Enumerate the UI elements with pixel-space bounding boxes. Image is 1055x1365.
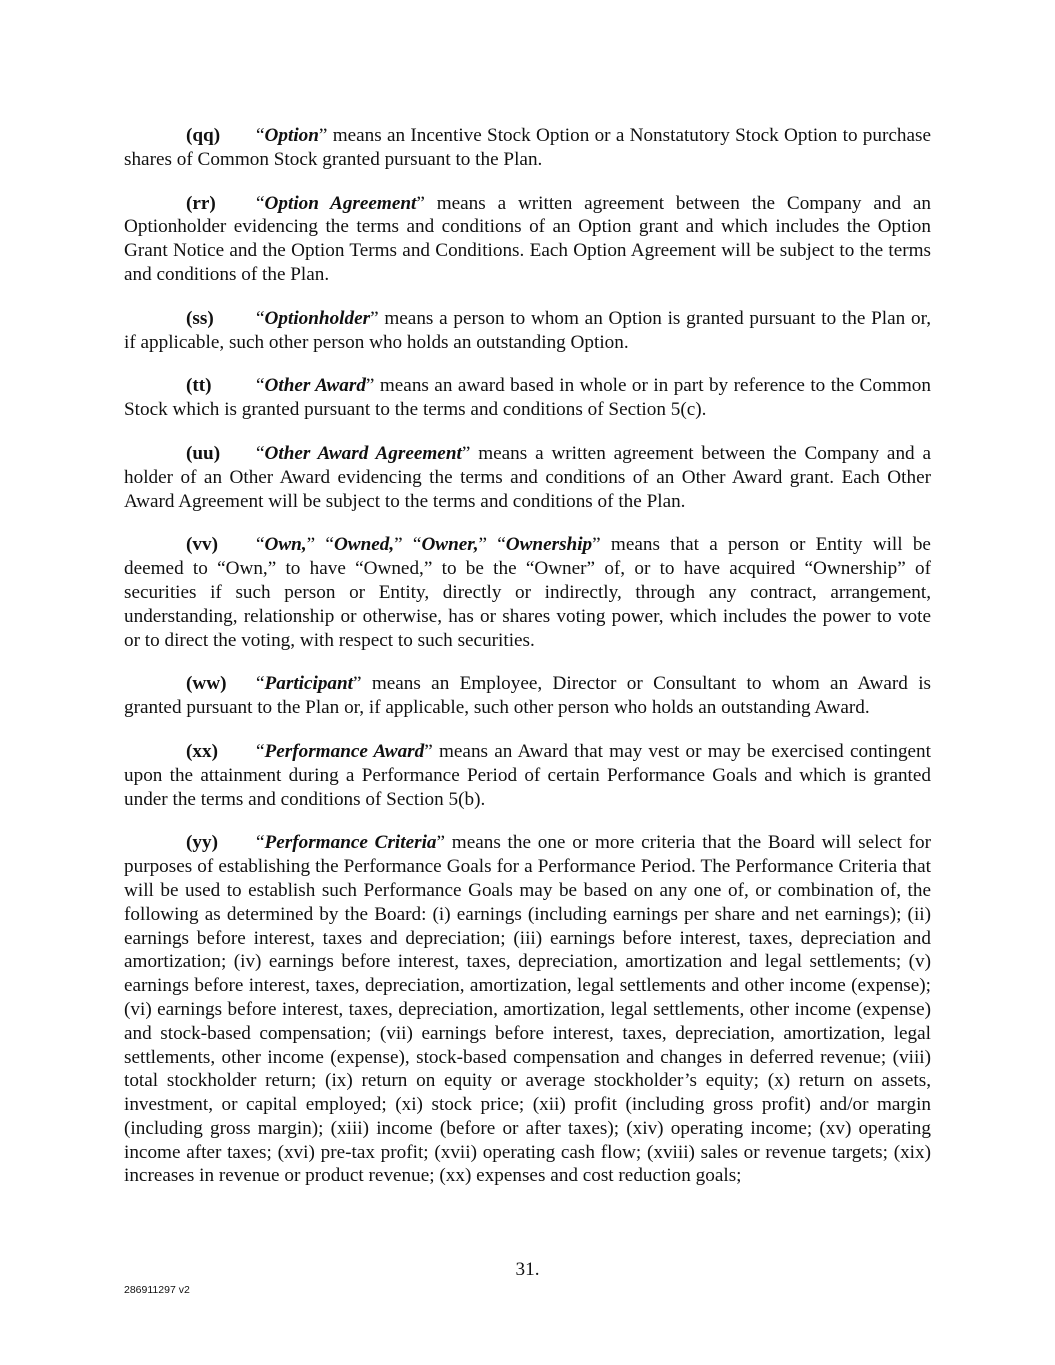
section-label: (tt)	[186, 375, 212, 397]
definition-paragraph	[124, 124, 931, 172]
section-label: (ww)	[186, 673, 227, 695]
definition-text: ” means an Employee, Director or Consultant to whom an Award is granted pursuant to the Plan or, if applicable, such other person who holds an outstanding Award.	[124, 673, 931, 719]
definition-text: ” “	[478, 534, 506, 556]
defined-term: Other Award	[264, 375, 366, 397]
definition-paragraph	[124, 672, 931, 720]
section-label: (ss)	[186, 307, 214, 329]
definition-text: “	[256, 442, 265, 464]
document-body	[124, 124, 931, 1208]
definition-text: ” “	[306, 534, 334, 556]
definition-paragraph	[124, 533, 931, 652]
definition-text: “	[256, 125, 265, 146]
defined-term: Optionholder	[264, 307, 371, 329]
defined-term: Ownership	[505, 534, 593, 556]
defined-term: Owned,	[333, 534, 395, 556]
defined-term: Own,	[264, 534, 307, 556]
section-label: (vv)	[186, 534, 218, 556]
definition-text: “	[256, 740, 265, 762]
section-label: (qq)	[186, 125, 221, 146]
definition-text: ” means a written agreement between the Company and a holder of an Other Award evidencing the terms and conditions of an Other Award grant. Each Other Award Agreement will be subject to the terms and conditions of the Plan.	[124, 442, 932, 512]
definition-text: ” means the one or more criteria that the Board will select for purposes of establishing the Performance Goals for a Performance Period. The Performance Criteria that will be used to establish such Performance Goals may be based on any one of, or combination of, the following as determined by the Board: (i) earnings (including earnings per share and net earnings); (ii) earnings before interest, taxes and depreciation; (iii) earnings before interest, taxes, depreciation and amortization; (iv) earnings before interest, taxes, depreciation, amortization and legal settlements; (v) earnings before interest, taxes, depreciation, amortization, legal settlements and other income (expense); (vi) earnings before interest, taxes, depreciation, amortization, legal settlements, other income (expense) and stock-based compensation; (vii) earnings before interest, taxes, depreciation, amortization, legal settlements, other income (expense), stock-based compensation and changes in deferred revenue; (viii) total stockholder return; (ix) return on equity or average stockholder’s equity; (x) return on assets, investment, or capital employed; (xi) stock price; (xii) profit (including gross profit) and/or margin (including gross margin); (xiii) income (before or after taxes); (xiv) operating income; (xv) operating income after taxes; (xvi) pre-tax profit; (xvii) operating cash flow; (xviii) sales or revenue targets; (xix) increases in revenue or product revenue; (xx) expenses and cost reduction goals;	[124, 832, 931, 1187]
definition-paragraph	[124, 374, 931, 422]
definition-text: “	[256, 673, 265, 695]
definition-text: ” means an award based in whole or in part by reference to the Common Stock which is granted pursuant to the terms and conditions of Section 5(c).	[124, 375, 931, 421]
definition-text: ” “	[394, 534, 422, 556]
definition-text: “	[256, 307, 265, 329]
section-label: (rr)	[186, 192, 216, 214]
page-number: 31.	[515, 1259, 540, 1280]
definition-text: ” means an Award that may vest or may be exercised contingent upon the attainment during a Performance Period of certain Performance Goals and which is granted under the terms and conditions of Section 5(b).	[124, 740, 931, 810]
definition-text: “	[256, 534, 265, 556]
definition-paragraph	[124, 740, 931, 811]
section-label: (xx)	[186, 740, 218, 762]
section-label: (yy)	[186, 832, 218, 854]
definition-paragraph	[124, 831, 931, 1188]
definition-paragraph	[124, 307, 931, 355]
defined-term: Participant	[264, 673, 354, 695]
defined-term: Other Award Agreement	[264, 442, 462, 464]
defined-term: Performance Award	[264, 740, 425, 762]
defined-term: Performance Criteria	[264, 832, 437, 854]
definition-text: ” means an Incentive Stock Option or a Nonstatutory Stock Option to purchase shares of Common Stock granted pursuant to the Plan.	[124, 125, 931, 170]
definition-paragraph	[124, 442, 931, 513]
definition-text: “	[256, 375, 265, 397]
definition-text: “	[256, 192, 265, 214]
defined-term: Option Agreement	[264, 192, 417, 214]
defined-term: Option	[264, 125, 319, 146]
section-label: (uu)	[186, 442, 221, 464]
document-id: 286911297 v2	[124, 1284, 190, 1296]
definition-paragraph	[124, 192, 931, 287]
definition-text: ” means a person to whom an Option is granted pursuant to the Plan or, if applicable, such other person who holds an outstanding Option.	[124, 307, 931, 353]
definition-text: ” means that a person or Entity will be deemed to “Own,” to have “Owned,” to be the “Owner” of, or to have acquired “Ownership” of securities if such person or Entity, directly or indirectly, through any contract, arrangement, understanding, relationship or otherwise, has or shares voting power, which includes the power to vote or to direct the voting, with respect to such securities.	[124, 534, 931, 651]
definition-text: “	[256, 832, 265, 854]
defined-term: Owner,	[421, 534, 479, 556]
definition-text: ” means a written agreement between the Company and an Optionholder evidencing the terms and conditions of an Option grant and which includes the Option Grant Notice and the Option Terms and Conditions. Each Option Agreement will be subject to the terms and conditions of the Plan.	[124, 192, 932, 285]
